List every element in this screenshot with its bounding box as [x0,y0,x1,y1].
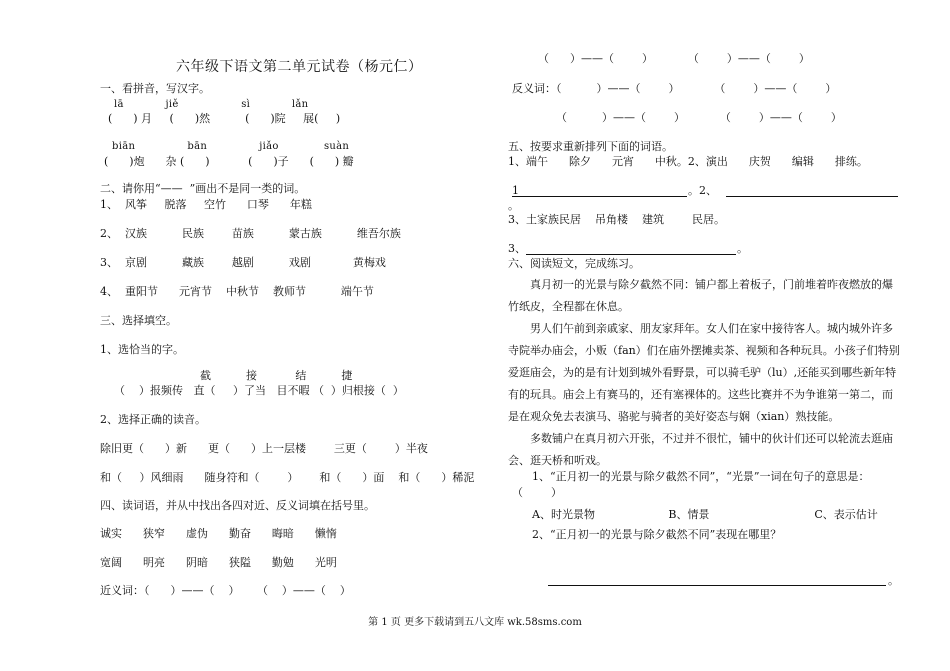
pinyin-row-2: biān bān jiǎo suàn [112,141,350,152]
s2-row-4: 4、 重阳节 元宵节 中秋节 教师节 端午节 [100,285,374,298]
page-title: 六年级下语文第二单元试卷（杨元仁） [176,59,423,75]
s2-row-3: 3、 京剧 藏族 越剧 戏剧 黄梅戏 [100,256,386,269]
synonym-pairs-cont: （ ）——（ ） （ ）——（ ） [538,52,810,65]
right-column [508,0,913,620]
char-blanks-row-2: ( )炮 杂 ( ) ( )子 ( ) 瓣 [104,155,354,168]
synonym-line: 近义词：（ ）——（ ） （ ）——（ ） [100,584,351,597]
s3-sub-2: 2、选择正确的读音。 [100,413,206,426]
passage-paragraph-2: 男人们午前到亲戚家、朋友家拜年。女人们在家中接待客人。城内城外许多寺院举办庙会，小贩（fan）们在庙外摆摊卖茶、视频和各种玩具。小孩子们特别爱逛庙会，为的是有计划到城外看野景，可以骑毛驴（lu）,还能买到哪些新年特有的玩具。庙会上有赛马的，还有塞裸体的。这些比赛并不为争谁第一第二，而是在观众免去表演马、骆驼与骑者的美好姿态与娴（xian）熟技能。 [508,322,900,423]
s2-row-2: 2、 汉族 民族 苗族 蒙古族 维吾尔族 [100,227,401,240]
s5-answer-1-prefix: 1 [512,184,519,197]
s4-words-2: 宽阔 明亮 阴暗 狭隘 勤勉 光明 [100,556,337,569]
s3-blanks: （ ）报频传 直（ ）了当 目不暇 （ ）归根接（ ） [114,384,404,397]
char-blanks-row-1: ( ) 月 ( )然 ( )院 展( ) [108,112,341,125]
question-1-blank[interactable]: （ ） [512,486,562,499]
s5-answer-3-line[interactable] [526,254,736,255]
s3-reading-2: 和（ ）风细雨 随身符和（ ） 和（ ）面 和（ ）稀泥 [100,471,475,484]
section-1-heading: 一、看拼音，写汉字。 [100,82,210,95]
s5-answer-1-line[interactable] [512,196,687,197]
antonym-line-1: 反义词：（ ）——（ ） （ ）——（ ） [512,82,837,95]
passage-paragraph-3: 多数铺户在真月初六开张，不过并不很忙，铺中的伙计们还可以轮流去逛庙会、逛天桥和听戏。 [508,432,893,467]
question-1: 1、“正月初一的光景与除夕截然不同”，“光景”一词在句子的意思是： [532,470,870,483]
s2-row-1: 1、 风筝 脱落 空竹 口琴 年糕 [100,198,312,211]
section-2-heading: 二、请你用“—— ”画出不是同一类的词。 [100,182,306,195]
s5-words-line: 1、端午 除夕 元宵 中秋。2、演出 庆贺 编辑 排练。 [508,155,868,168]
section-3-heading: 三、选择填空。 [100,314,177,327]
question-2-answer-line[interactable] [548,585,886,586]
left-column [100,0,490,620]
s3-sub-1: 1、选恰当的字。 [100,343,184,356]
s3-reading-1: 除旧更（ ）新 更（ ）上一层楼 三更（ ）半夜 [100,442,428,455]
section-5-heading: 五、按要求重新排列下面的词语。 [508,140,673,153]
question-1-options: A、时光景物 B、情景 C、表示估计 [532,508,878,521]
antonym-line-2: （ ）——（ ） （ ）——（ ） [556,111,842,124]
s4-words-1: 诚实 狭窄 虚伪 勤奋 晦暗 懒惰 [100,527,337,540]
pinyin-row-1: lā jiě sì lǎn [114,99,309,110]
s5-answer-3-prefix: 3、 [508,242,526,255]
section-6-heading: 六、阅读短文，完成练习。 [508,257,640,270]
question-2-end: 。 [888,574,899,587]
page-footer: 第 1 页 更多下载请到五八文库 wk.58sms.com [368,617,582,628]
s5-words-line-3: 3、土家族民居 吊角楼 建筑 民居。 [508,213,725,226]
s5-answer-2-label: 。2、 [688,184,717,197]
s5-answer-1-end: 。 [508,199,519,212]
section-4-heading: 四、读词语，并从中找出各四对近、反义词填在括号里。 [100,499,375,512]
s3-choices: 截 接 结 捷 [200,369,353,382]
s5-answer-3-end: 。 [737,242,748,255]
passage-paragraph-1: 真月初一的光景与除夕截然不同：铺户都上着板子，门前堆着昨夜燃放的爆竹纸皮，全程都在休息。 [508,278,893,313]
question-2: 2、“正月初一的光景与除夕截然不同”表现在哪里？ [532,528,782,541]
s5-answer-2-line[interactable] [726,196,898,197]
